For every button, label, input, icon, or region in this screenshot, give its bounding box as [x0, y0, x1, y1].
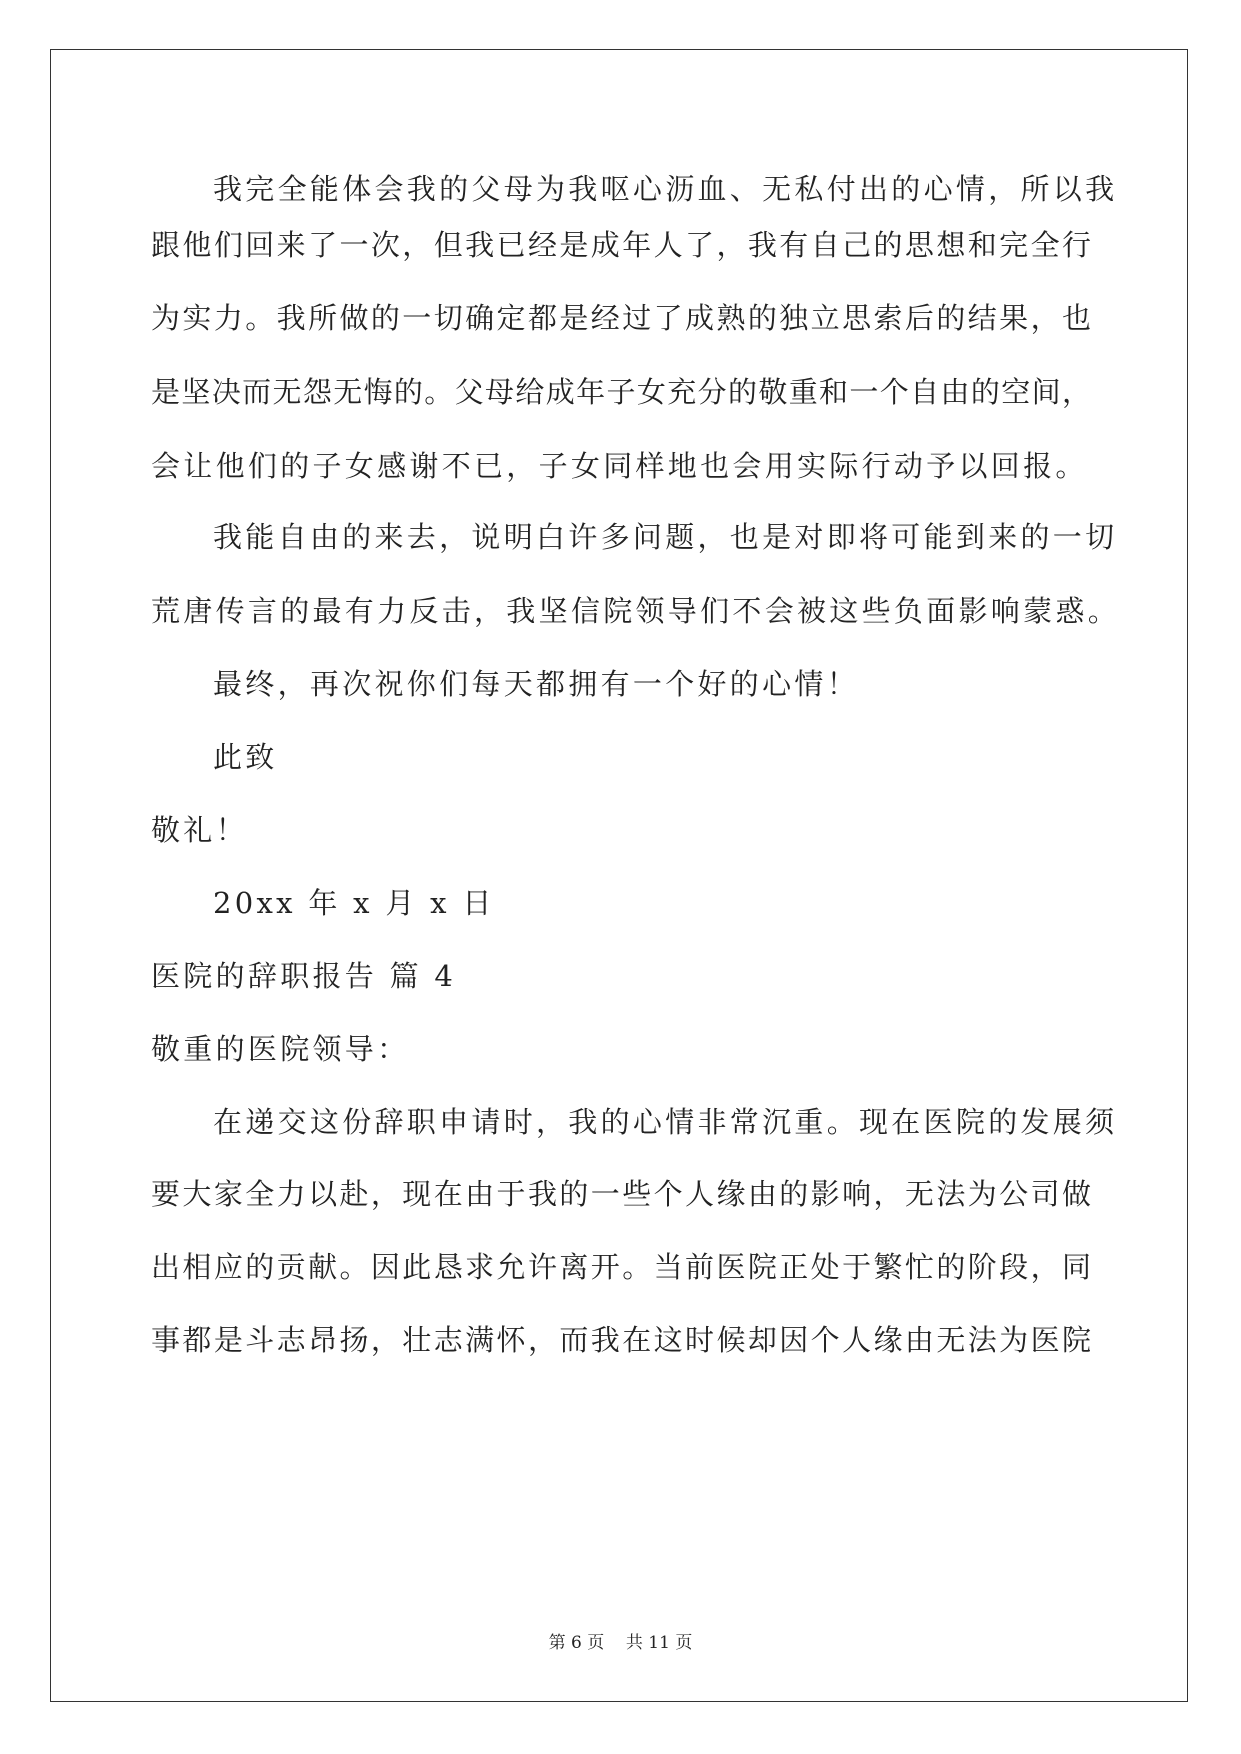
- paragraph-line: 荒唐传言的最有力反击，我坚信院领导们不会被这些负面影响蒙惑。: [151, 594, 1121, 628]
- page-footer: 第 6 页 共 11 页: [548, 1633, 693, 1653]
- paragraph-line: 我能自由的来去，说明白许多问题，也是对即将可能到来的一切: [213, 520, 1118, 554]
- paragraph-line: 为实力。我所做的一切确定都是经过了成熟的独立思索后的结果，也: [151, 301, 1091, 335]
- paragraph-line: 出相应的贡献。因此恳求允许离开。当前医院正处于繁忙的阶段，同: [151, 1250, 1091, 1284]
- paragraph-line: 在递交这份辞职申请时，我的心情非常沉重。现在医院的发展须: [213, 1105, 1118, 1139]
- paragraph-line: 会让他们的子女感谢不已，子女同样地也会用实际行动予以回报。: [151, 449, 1088, 483]
- salutation-cizhi: 此致: [213, 740, 278, 774]
- salutation-jingli: 敬礼！: [151, 813, 248, 847]
- paragraph-line: 跟他们回来了一次，但我已经是成年人了，我有自己的思想和完全行: [151, 228, 1091, 262]
- paragraph-line: 是坚决而无怨无悔的。父母给成年子女充分的敬重和一个自由的空间，: [151, 375, 1091, 409]
- closing-wish: 最终，再次祝你们每天都拥有一个好的心情！: [213, 667, 860, 701]
- letter-greeting: 敬重的医院领导：: [151, 1032, 410, 1066]
- page-border: [50, 49, 1188, 1702]
- paragraph-line: 我完全能体会我的父母为我呕心沥血、无私付出的心情，所以我: [213, 172, 1118, 206]
- letter-date: 20xx 年 x 月 x 日: [213, 886, 495, 920]
- paragraph-line: 事都是斗志昂扬，壮志满怀，而我在这时候却因个人缘由无法为医院: [151, 1323, 1091, 1357]
- section-heading: 医院的辞职报告 篇 4: [151, 959, 457, 993]
- paragraph-line: 要大家全力以赴，现在由于我的一些个人缘由的影响，无法为公司做: [151, 1177, 1091, 1211]
